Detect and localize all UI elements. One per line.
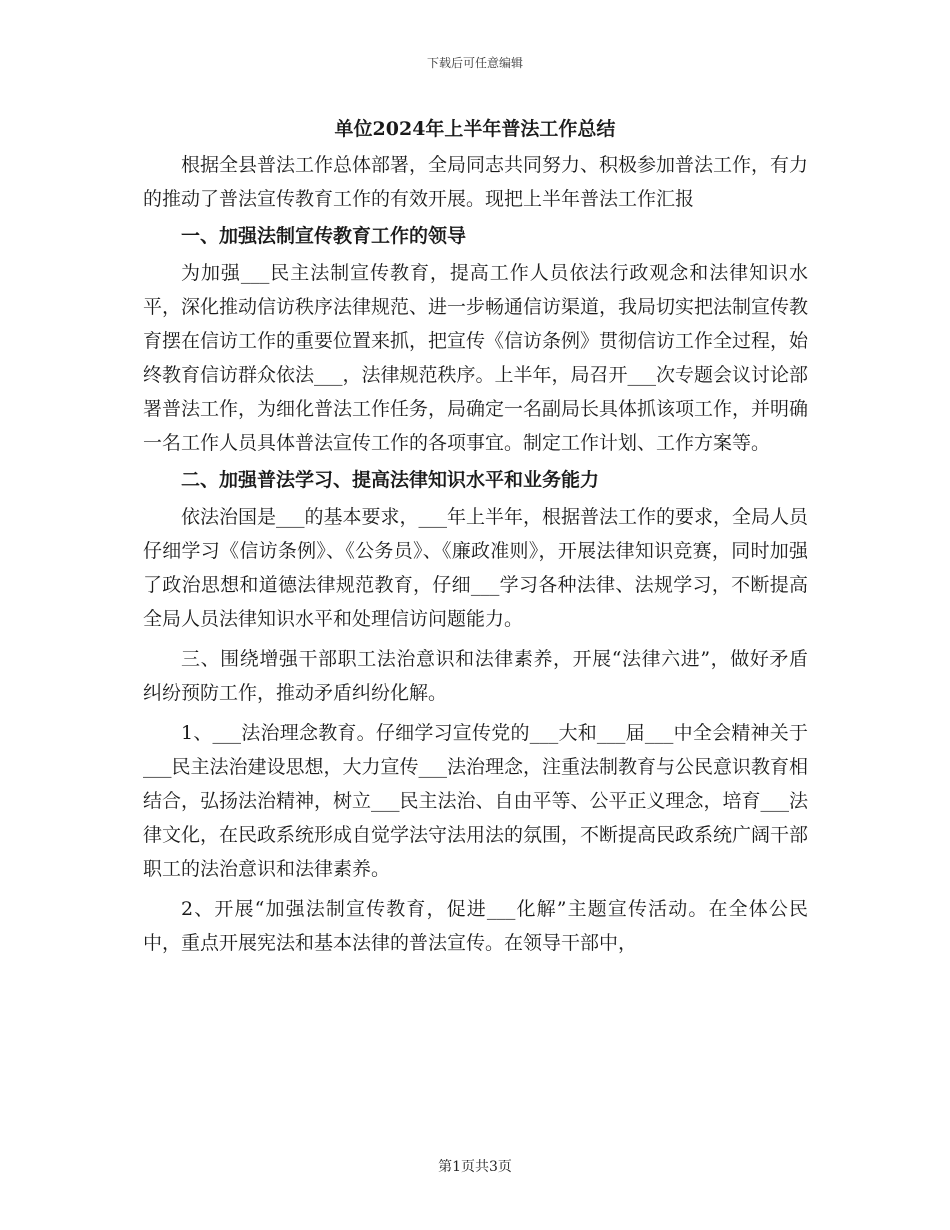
section-3-paragraph: 三、围绕增强干部职工法治意识和法律素养，开展“法律六进”，做好矛盾纠纷预防工作，推动矛盾纠纷化解。 bbox=[143, 648, 808, 704]
section-heading-2: 二、加强普法学习、提高法律知识水平和业务能力 bbox=[181, 469, 600, 491]
document-title: 单位2024年上半年普法工作总结 bbox=[334, 118, 616, 140]
section-heading-1: 一、加强法制宣传教育工作的领导 bbox=[181, 225, 467, 247]
document-body bbox=[143, 148, 808, 960]
section-1-paragraph: 为加强___民主法制宣传教育，提高工作人员依法行政观念和法律知识水平，深化推动信访秩序法律规范、进一步畅通信访渠道，我局切实把法制宣传教育摆在信访工作的重要位置来抓，把宣传《信访条例》贯彻信访工作全过程，始终教育信访群众依法___，法律规范秩序。上半年，局召开___次专题会议讨论部署普法工作，为细化普法工作任务，局确定一名副局长具体抓该项工作，并明确一名工作人员具体普法宣传工作的各项事宜。制定工作计划、工作方案等。 bbox=[143, 262, 809, 454]
item-2-paragraph: 2、开展“加强法制宣传教育，促进___化解”主题宣传活动。在全体公民中，重点开展宪法和基本法律的普法宣传。在领导干部中， bbox=[143, 898, 808, 954]
item-1-paragraph: 1、___法治理念教育。仔细学习宣传党的___大和___届___中全会精神关于___民主法治建设思想，大力宣传___法治理念，注重法制教育与公民意识教育相结合，弘扬法治精神，树立___民主法治、自由平等、公平正义理念，培育___法律文化，在民政系统形成自觉学法守法用法的氛围，不断提高民政系统广阔干部职工的法治意识和法律素养。 bbox=[143, 722, 809, 880]
header-note: 下载后可任意编辑 bbox=[426, 56, 523, 70]
section-2-paragraph: 依法治国是___的基本要求，___年上半年，根据普法工作的要求，全局人员仔细学习《信访条例》、《公务员》、《廉政准则》，开展法律知识竞赛，同时加强了政治思想和道德法律规范教育，仔细___学习各种法律、法规学习，不断提高全局人员法律知识水平和处理信访问题能力。 bbox=[143, 506, 809, 630]
page-footer: 第1页共3页 bbox=[438, 1159, 512, 1175]
intro-paragraph: 根据全县普法工作总体部署，全局同志共同努力、积极参加普法工作，有力的推动了普法宣传教育工作的有效开展。现把上半年普法工作汇报 bbox=[143, 154, 809, 210]
